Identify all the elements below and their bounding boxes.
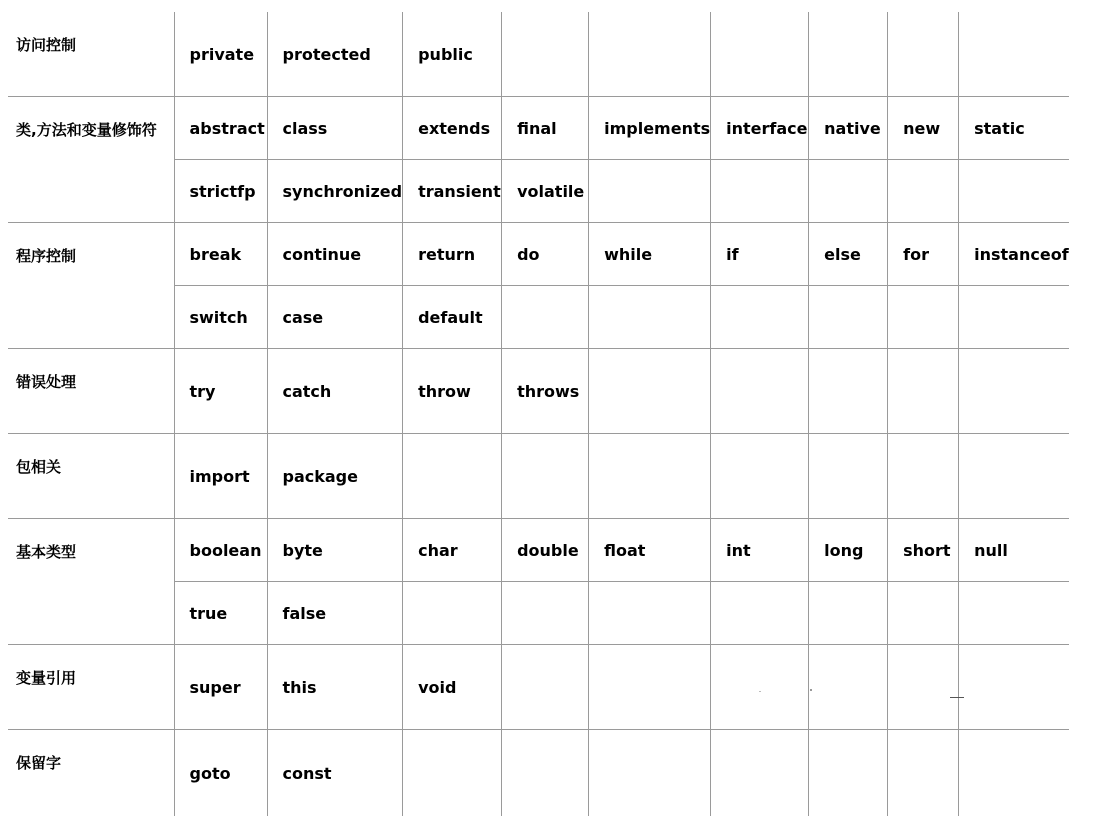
empty-cell [809, 645, 888, 730]
keyword-cell: package [267, 434, 403, 519]
keyword-cell: byte [267, 519, 403, 582]
empty-cell [888, 434, 959, 519]
keyword-cell: native [809, 97, 888, 160]
keyword-cell: if [711, 223, 809, 286]
keyword-cell: throw [403, 349, 502, 434]
empty-cell [589, 12, 711, 97]
empty-cell [502, 645, 589, 730]
empty-cell [403, 730, 502, 816]
empty-cell [809, 12, 888, 97]
empty-cell [959, 286, 1069, 349]
stray-mark [759, 691, 761, 692]
empty-cell [502, 730, 589, 816]
keyword-cell: abstract [174, 97, 267, 160]
keyword-cell: else [809, 223, 888, 286]
empty-cell [888, 582, 959, 645]
keyword-cell: false [267, 582, 403, 645]
empty-cell [589, 286, 711, 349]
empty-cell [711, 349, 809, 434]
empty-cell [959, 582, 1069, 645]
keyword-cell: while [589, 223, 711, 286]
empty-cell [959, 730, 1069, 816]
keyword-cell: catch [267, 349, 403, 434]
keyword-cell: return [403, 223, 502, 286]
empty-cell [809, 434, 888, 519]
keyword-cell: long [809, 519, 888, 582]
empty-cell [502, 286, 589, 349]
keyword-cell: synchronized [267, 160, 403, 223]
keyword-cell: true [174, 582, 267, 645]
empty-cell [711, 160, 809, 223]
empty-cell [502, 12, 589, 97]
empty-cell [711, 12, 809, 97]
empty-cell [589, 160, 711, 223]
keyword-cell: class [267, 97, 403, 160]
keyword-cell: void [403, 645, 502, 730]
empty-cell [403, 582, 502, 645]
empty-cell [589, 645, 711, 730]
corner-mark [950, 697, 964, 698]
empty-cell [959, 349, 1069, 434]
keyword-cell: interface [711, 97, 809, 160]
empty-cell [589, 730, 711, 816]
table-row [8, 223, 1069, 286]
stray-mark [810, 689, 812, 691]
empty-cell [809, 349, 888, 434]
empty-cell [711, 730, 809, 816]
keyword-cell: strictfp [174, 160, 267, 223]
keyword-cell: do [502, 223, 589, 286]
table-row [8, 519, 1069, 582]
empty-cell [711, 434, 809, 519]
keyword-cell: instanceof [959, 223, 1069, 286]
keyword-cell: throws [502, 349, 589, 434]
keyword-cell: implements [589, 97, 711, 160]
keyword-cell: static [959, 97, 1069, 160]
empty-cell [502, 434, 589, 519]
keyword-cell: continue [267, 223, 403, 286]
keyword-cell: public [403, 12, 502, 97]
keyword-cell: int [711, 519, 809, 582]
empty-cell [711, 286, 809, 349]
table-row [8, 434, 1069, 519]
table-row [8, 645, 1069, 730]
keyword-cell: switch [174, 286, 267, 349]
keyword-cell: protected [267, 12, 403, 97]
empty-cell [888, 160, 959, 223]
keyword-cell: this [267, 645, 403, 730]
category-label: 包相关 [8, 434, 174, 519]
keyword-cell: volatile [502, 160, 589, 223]
table-row [8, 730, 1069, 816]
table-row [8, 97, 1069, 160]
empty-cell [959, 160, 1069, 223]
keyword-cell: case [267, 286, 403, 349]
keyword-cell: char [403, 519, 502, 582]
keyword-cell: private [174, 12, 267, 97]
table-row [8, 349, 1069, 434]
category-label: 变量引用 [8, 645, 174, 730]
keyword-cell: double [502, 519, 589, 582]
empty-cell [959, 645, 1069, 730]
empty-cell [711, 645, 809, 730]
empty-cell [959, 434, 1069, 519]
category-label: 类,方法和变量修饰符 [8, 97, 174, 223]
empty-cell [888, 645, 959, 730]
empty-cell [809, 286, 888, 349]
keyword-cell: super [174, 645, 267, 730]
empty-cell [403, 434, 502, 519]
empty-cell [888, 12, 959, 97]
empty-cell [888, 730, 959, 816]
empty-cell [809, 730, 888, 816]
empty-cell [809, 582, 888, 645]
table-row [8, 12, 1069, 97]
empty-cell [589, 582, 711, 645]
keyword-cell: new [888, 97, 959, 160]
keyword-cell: transient [403, 160, 502, 223]
empty-cell [711, 582, 809, 645]
category-label: 保留字 [8, 730, 174, 816]
category-label: 错误处理 [8, 349, 174, 434]
keyword-cell: goto [174, 730, 267, 816]
keyword-cell: extends [403, 97, 502, 160]
empty-cell [502, 582, 589, 645]
keyword-cell: default [403, 286, 502, 349]
keyword-table-body [8, 12, 1069, 816]
empty-cell [809, 160, 888, 223]
empty-cell [959, 12, 1069, 97]
empty-cell [888, 349, 959, 434]
keyword-cell: const [267, 730, 403, 816]
keyword-cell: short [888, 519, 959, 582]
keyword-cell: break [174, 223, 267, 286]
keyword-cell: try [174, 349, 267, 434]
keyword-cell: float [589, 519, 711, 582]
keyword-cell: boolean [174, 519, 267, 582]
keyword-cell: for [888, 223, 959, 286]
keyword-cell: final [502, 97, 589, 160]
category-label: 基本类型 [8, 519, 174, 645]
keyword-cell: null [959, 519, 1069, 582]
keyword-table [8, 12, 1069, 816]
category-label: 程序控制 [8, 223, 174, 349]
empty-cell [589, 349, 711, 434]
keyword-cell: import [174, 434, 267, 519]
empty-cell [888, 286, 959, 349]
category-label: 访问控制 [8, 12, 174, 97]
empty-cell [589, 434, 711, 519]
